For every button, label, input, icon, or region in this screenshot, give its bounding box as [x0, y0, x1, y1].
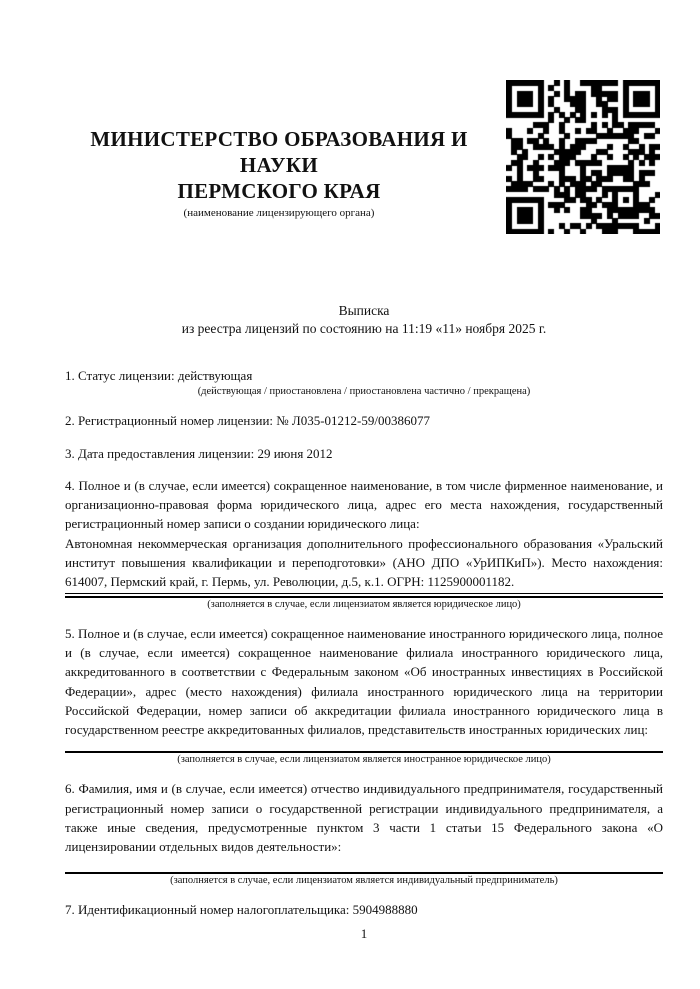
item-taxpayer-number — [65, 900, 663, 919]
legal-entity-text: 4. Полное и (в случае, если имеется) сокращенное наименование, в том числе фирменное наименование, и организационно-правовая форма юридического лица, адрес его места нахождения, государственный регистрационный номер записи о создании юридического лица: — [65, 477, 663, 532]
individual-entrepreneur-caption: (заполняется в случае, если лицензиатом является индивидуальный предприниматель) — [170, 874, 558, 886]
licensing-authority-caption: (наименование лицензирующего органа) — [183, 207, 375, 219]
document-title — [65, 302, 663, 338]
item-legal-entity — [65, 476, 663, 611]
foreign-entity-caption: (заполняется в случае, если лицензиатом является иностранное юридическое лицо) — [177, 754, 551, 766]
grant-date-text: 3. Дата предоставления лицензии: 29 июня 2012 — [65, 445, 333, 461]
legal-entity-caption: (заполняется в случае, если лицензиатом является юридическое лицо) — [207, 598, 521, 610]
registration-number-text: 2. Регистрационный номер лицензии: № Л035-01212-59/00386077 — [65, 413, 431, 429]
title-line2: из реестра лицензий по состоянию на 11:19 «11» ноября 2025 г. — [181, 321, 547, 336]
taxpayer-number-text: 7. Идентификационный номер налогоплательщика: 5904988880 — [65, 901, 418, 917]
legal-entity-value: Автономная некоммерческая организация дополнительного профессионального образования «Уральский институт повышения квалификации и переподготовки» (АНО ДПО «УрИПКиП»). Место нахождения: 614007, Пермский край, г. Пермь, ул. Революции, д.5, к.1. ОГРН: 1125900001182. — [65, 534, 663, 594]
license-status-text: 1. Статус лицензии: действующая — [65, 368, 253, 383]
document-body — [65, 366, 663, 932]
item-registration-number — [65, 411, 663, 430]
qr-code-icon — [506, 80, 660, 234]
licensing-authority-name — [64, 126, 494, 204]
ministry-name-line2: ПЕРМСКОГО КРАЯ — [177, 179, 381, 203]
item-license-status — [65, 366, 663, 398]
document-header — [64, 126, 494, 220]
license-status-caption: (действующая / приостановлена / приостановлена частично / прекращена) — [197, 386, 531, 398]
ministry-name-line1: МИНИСТЕРСТВО ОБРАЗОВАНИЯ И НАУКИ — [90, 127, 468, 177]
title-line1: Выписка — [338, 303, 390, 318]
item-individual-entrepreneur — [65, 779, 663, 886]
foreign-entity-text: 5. Полное и (в случае, если имеется) сокращенное наименование иностранного юридического лица, полное и (в случае, если имеется) сокращенное наименование филиала иностранного юридического лица, аккредитованного в соответствии с Федеральным законом «Об иностранных инвестициях в Российской Федерации», адрес (место нахождения) филиала иностранного юридического лица на территории Российской Федерации, номер записи об аккредитации филиала иностранного юридического лица в государственном реестре аккредитованных филиалов, представительств иностранных юридических лиц: — [65, 625, 663, 738]
item-grant-date — [65, 444, 663, 463]
individual-entrepreneur-text: 6. Фамилия, имя и (в случае, если имеется) отчество индивидуального предпринимателя, государственный регистрационный номер записи о государственной регистрации индивидуального предпринимателя, а также иные сведения, предусмотренные пунктом 3 части 1 статьи 15 Федерального закона «О лицензировании отдельных видов деятельности»: — [65, 781, 663, 855]
page-number: 1 — [360, 926, 368, 941]
item-foreign-entity — [65, 624, 663, 767]
